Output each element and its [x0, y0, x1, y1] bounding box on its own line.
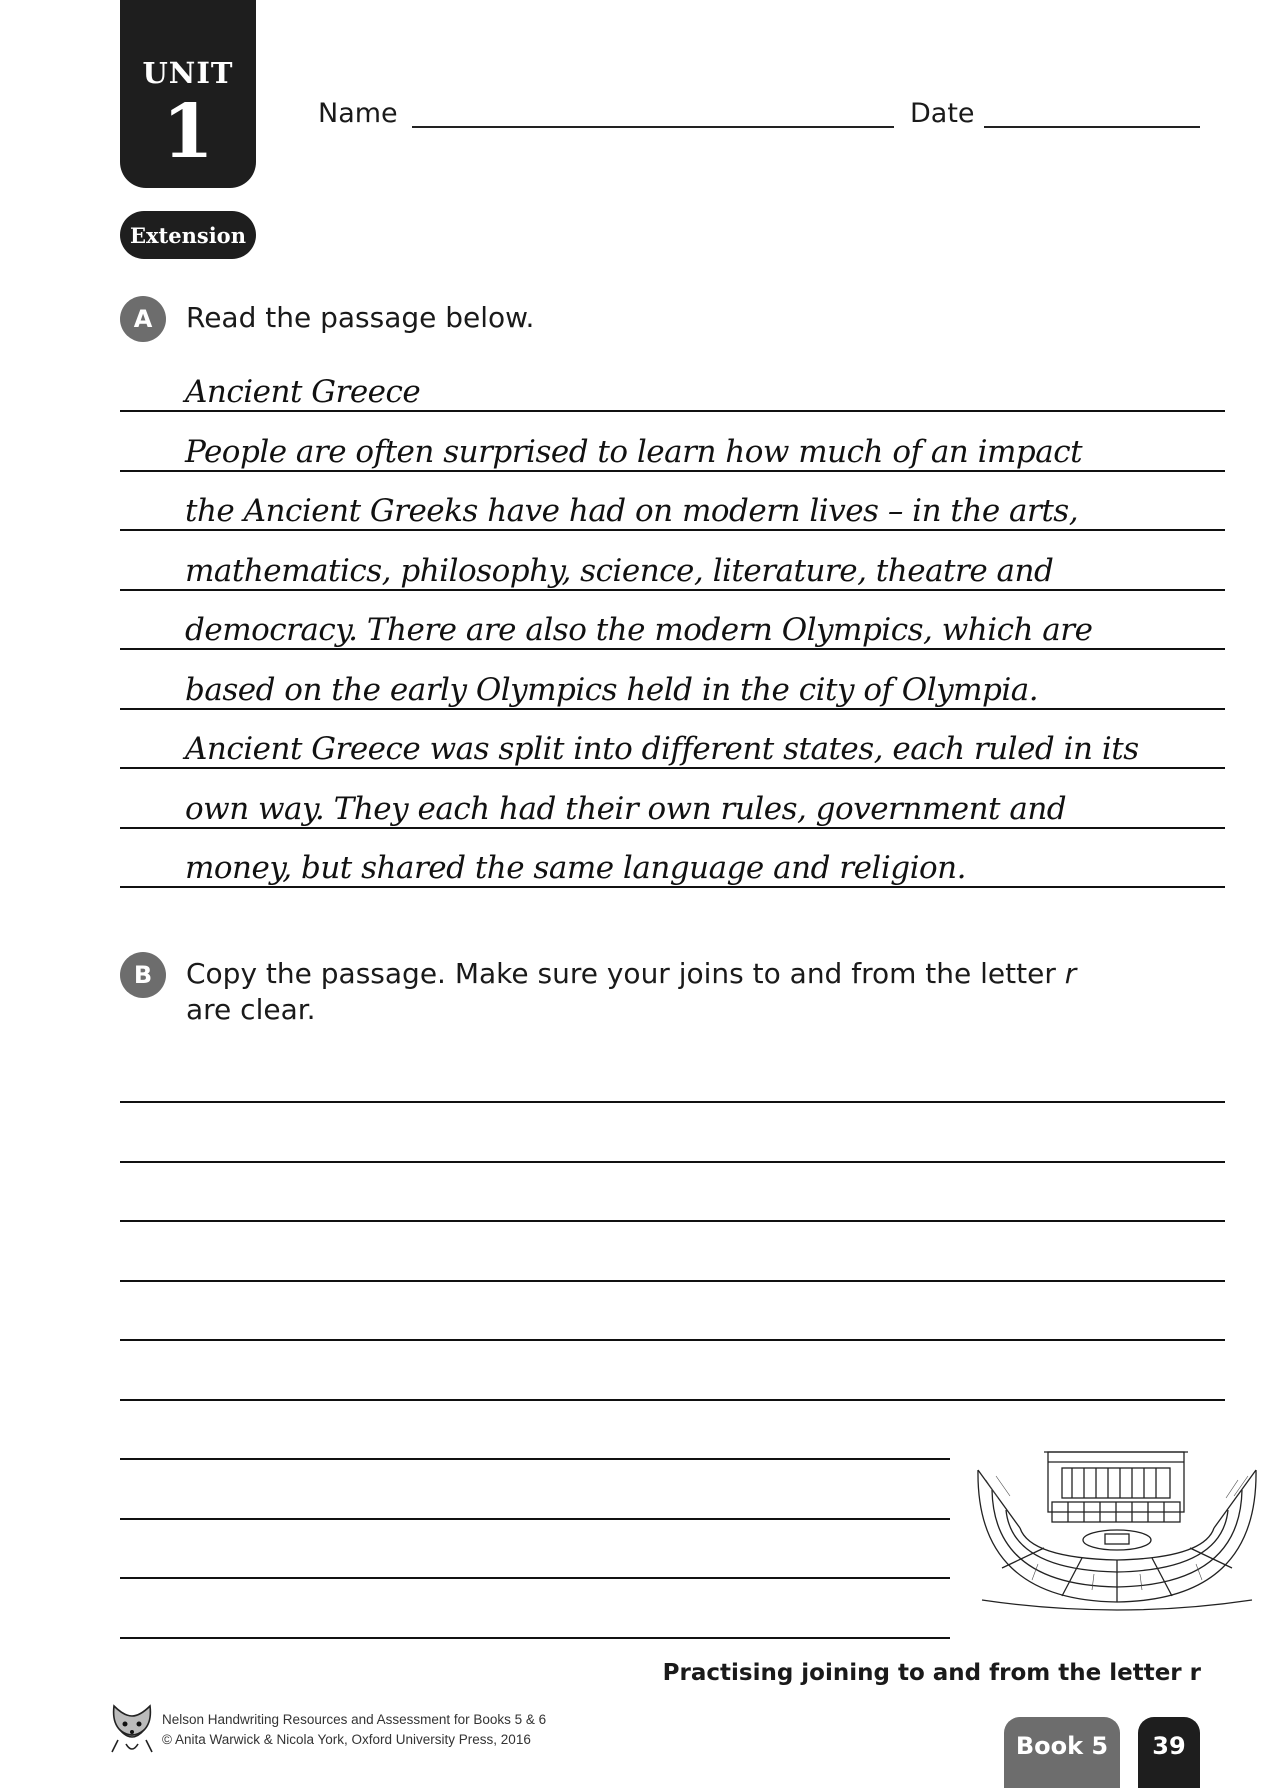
writing-line[interactable]: [120, 1339, 1225, 1341]
passage-line: People are often surprised to learn how much of an impact: [185, 434, 1083, 470]
passage-rule: [120, 708, 1225, 710]
section-b-instruction: [186, 956, 1076, 1028]
name-label: Name: [318, 98, 398, 129]
unit-word: UNIT: [142, 56, 234, 90]
section-b-instruction-text-2: are clear.: [186, 993, 316, 1026]
copyright-credits: [162, 1710, 546, 1750]
section-a-instruction: Read the passage below.: [186, 301, 535, 334]
page-number: 39: [1138, 1717, 1200, 1788]
unit-tab: [120, 0, 256, 188]
section-b-badge: B: [120, 952, 166, 998]
writing-line[interactable]: [120, 1518, 950, 1520]
passage-rule: [120, 767, 1225, 769]
passage-line: own way. They each had their own rules, government and: [185, 791, 1067, 827]
passage-rule: [120, 410, 1225, 412]
passage-line: money, but shared the same language and religion.: [185, 850, 967, 886]
section-b-instruction-text: Copy the passage. Make sure your joins to and from the letter: [186, 957, 1065, 990]
date-field[interactable]: [984, 126, 1200, 128]
writing-line[interactable]: [120, 1280, 1225, 1282]
extension-pill: Extension: [120, 211, 256, 259]
passage-line: mathematics, philosophy, science, literature, theatre and: [185, 553, 1054, 589]
passage-line: Ancient Greece was split into different states, each ruled in its: [185, 731, 1139, 767]
date-label: Date: [910, 98, 975, 129]
passage-title: Ancient Greece: [185, 374, 421, 410]
passage-rule: [120, 886, 1225, 888]
credit-line: © Anita Warwick & Nicola York, Oxford University Press, 2016: [162, 1732, 531, 1747]
writing-line[interactable]: [120, 1161, 1225, 1163]
section-a-badge: A: [120, 296, 166, 342]
writing-line[interactable]: [120, 1577, 950, 1579]
passage-rule: [120, 648, 1225, 650]
passage-rule: [120, 470, 1225, 472]
writing-line[interactable]: [120, 1220, 1225, 1222]
passage-line: the Ancient Greeks have had on modern lives – in the arts,: [185, 493, 1079, 529]
name-field[interactable]: [412, 126, 894, 128]
fox-mascot-icon: [106, 1700, 158, 1756]
letter-r: r: [1064, 957, 1077, 990]
writing-line[interactable]: [120, 1637, 950, 1639]
page-subtitle: Practising joining to and from the letter r: [662, 1660, 1201, 1686]
credit-line: Nelson Handwriting Resources and Assessment for Books 5 & 6: [162, 1712, 547, 1727]
passage-line: democracy. There are also the modern Olympics, which are: [185, 612, 1093, 648]
writing-line[interactable]: [120, 1399, 1225, 1401]
passage-rule: [120, 529, 1225, 531]
writing-line[interactable]: [120, 1458, 950, 1460]
writing-line[interactable]: [120, 1101, 1225, 1103]
passage-rule: [120, 827, 1225, 829]
passage-line: based on the early Olympics held in the city of Olympia.: [185, 672, 1039, 708]
ancient-theatre-illustration: [972, 1440, 1262, 1615]
passage-rule: [120, 589, 1225, 591]
book-label: Book 5: [1004, 1717, 1120, 1788]
unit-number: 1: [162, 89, 214, 175]
